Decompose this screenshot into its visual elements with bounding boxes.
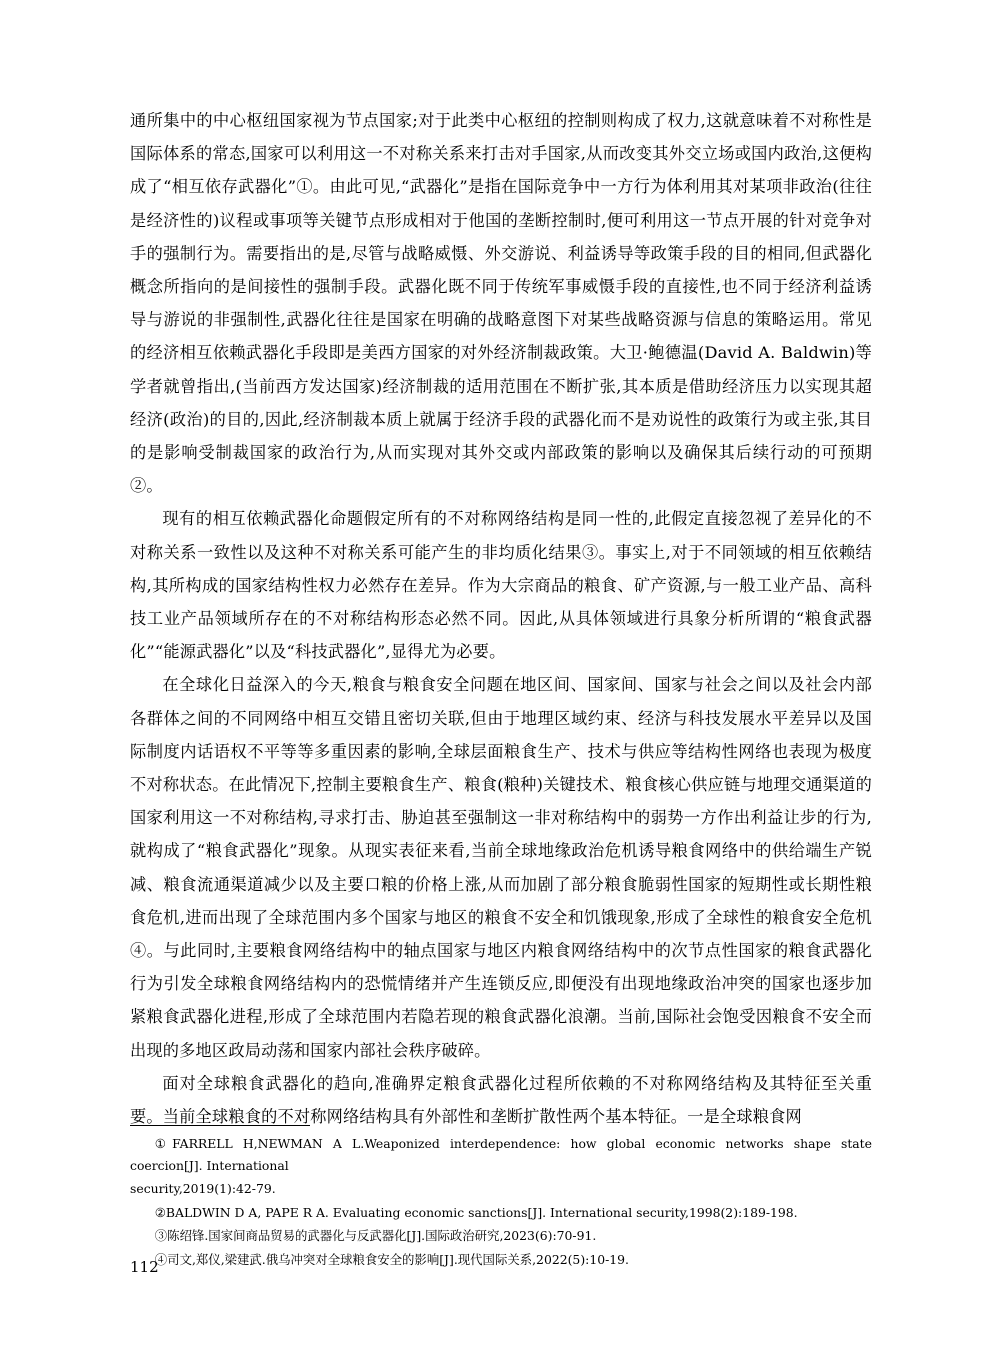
footnote-divider	[130, 1125, 310, 1126]
footnote-item-continuation: security,2019(1):42-79.	[130, 1181, 276, 1196]
footnote-item: ④司文,郑仪,梁建武.俄乌冲突对全球粮食安全的影响[J].现代国际关系,2022(5):10-19.	[154, 1251, 629, 1267]
paragraph-2: 现有的相互依赖武器化命题假定所有的不对称网络结构是同一性的,此假定直接忽视了差异化的不对称关系一致性以及这种不对称关系可能产生的非均质化结果③。事实上,对于不同领域的相互依赖结构,其所构成的国家结构性权力必然存在差异。作为大宗商品的粮食、矿产资源,与一般工业产品、高科技工业产品领域所存在的不对称结构形态必然不同。因此,从具体领域进行具象分析所谓的“粮食武器化”“能源武器化”以及“科技武器化”,显得尤为必要。	[130, 509, 872, 662]
paragraph-1: 通所集中的中心枢纽国家视为节点国家;对于此类中心枢纽的控制则构成了权力,这就意味着不对称性是国际体系的常态,国家可以利用这一不对称关系来打击对手国家,从而改变其外交立场或国内政治,这便构成了“相互依存武器化”①。由此可见,“武器化”是指在国际竞争中一方行为体利用其对某项非政治(往往是经济性的)议程或事项等关键节点形成相对于他国的垄断控制时,便可利用这一节点开展的针对竞争对手的强制行为。需要指出的是,尽管与战略威慑、外交游说、利益诱导等政策手段的目的相同,但武器化概念所指向的是间接性的强制手段。武器化既不同于传统军事威慑手段的直接性,也不同于经济利益诱导与游说的非强制性,武器化往往是国家在明确的战略意图下对某些战略资源与信息的策略运用。常见的经济相互依赖武器化手段即是美西方国家的对外经济制裁政策。大卫·鲍德温(David A. Baldwin)等学者就曾指出,(当前西方发达国家)经济制裁的适用范围在不断扩张,其本质是借助经济压力以实现其超经济(政治)的目的,因此,经济制裁本质上就属于经济手段的武器化而不是劝说性的政策行为或主张,其目的是影响受制裁国家的政治行为,从而实现对其外交或内部政策的影响以及确保其后续行动的可预期②。	[130, 111, 872, 496]
paragraph-4: 面对全球粮食武器化的趋向,准确界定粮食武器化过程所依赖的不对称网络结构及其特征至关重要。当前全球粮食的不对称网络结构具有外部性和垄断扩散性两个基本特征。一是全球粮食网	[130, 1073, 872, 1127]
paragraph-3: 在全球化日益深入的今天,粮食与粮食安全问题在地区间、国家间、国家与社会之间以及社会内部各群体之间的不同网络中相互交错且密切关联,但由于地理区域约束、经济与科技发展水平差异以及国际制度内话语权不平等等多重因素的影响,全球层面粮食生产、技术与供应等结构性网络也表现为极度不对称状态。在此情况下,控制主要粮食生产、粮食(粮种)关键技术、粮食核心供应链与地理交通渠道的国家利用这一不对称结构,寻求打击、胁迫甚至强制这一非对称结构中的弱势一方作出利益让步的行为,就构成了“粮食武器化”现象。从现实表征来看,当前全球地缘政治危机诱导粮食网络中的供给端生产锐减、粮食流通渠道减少以及主要口粮的价格上涨,从而加剧了部分粮食脆弱性国家的短期性或长期性粮食危机,进而出现了全球范围内多个国家与地区的粮食不安全和饥饿现象,形成了全球性的粮食安全危机④。与此同时,主要粮食网络结构中的轴点国家与地区内粮食网络结构中的次节点性国家的粮食武器化行为引发全球粮食网络结构内的恐慌情绪并产生连锁反应,即便没有出现地缘政治冲突的国家也逐步加紧粮食武器化进程,形成了全球范围内若隐若现的粮食武器化浪潮。当前,国际社会饱受因粮食不安全而出现的多地区政局动荡和国家内部社会秩序破碎。	[130, 675, 872, 1060]
article-body	[130, 104, 872, 1133]
footnote-item: ③陈绍锋.国家间商品贸易的武器化与反武器化[J].国际政治研究,2023(6):70-91.	[154, 1228, 597, 1243]
footnote-section	[130, 1125, 872, 1272]
footnote-item: ①FARRELL H,NEWMAN A L.Weaponized interdependence: how global economic networks shape state coercion[J]. International	[130, 1136, 872, 1173]
footnote-item: ②BALDWIN D A, PAPE R A. Evaluating economic sanctions[J]. International security,1998(2):189-198.	[154, 1204, 798, 1220]
page-number: 112	[130, 1258, 159, 1276]
